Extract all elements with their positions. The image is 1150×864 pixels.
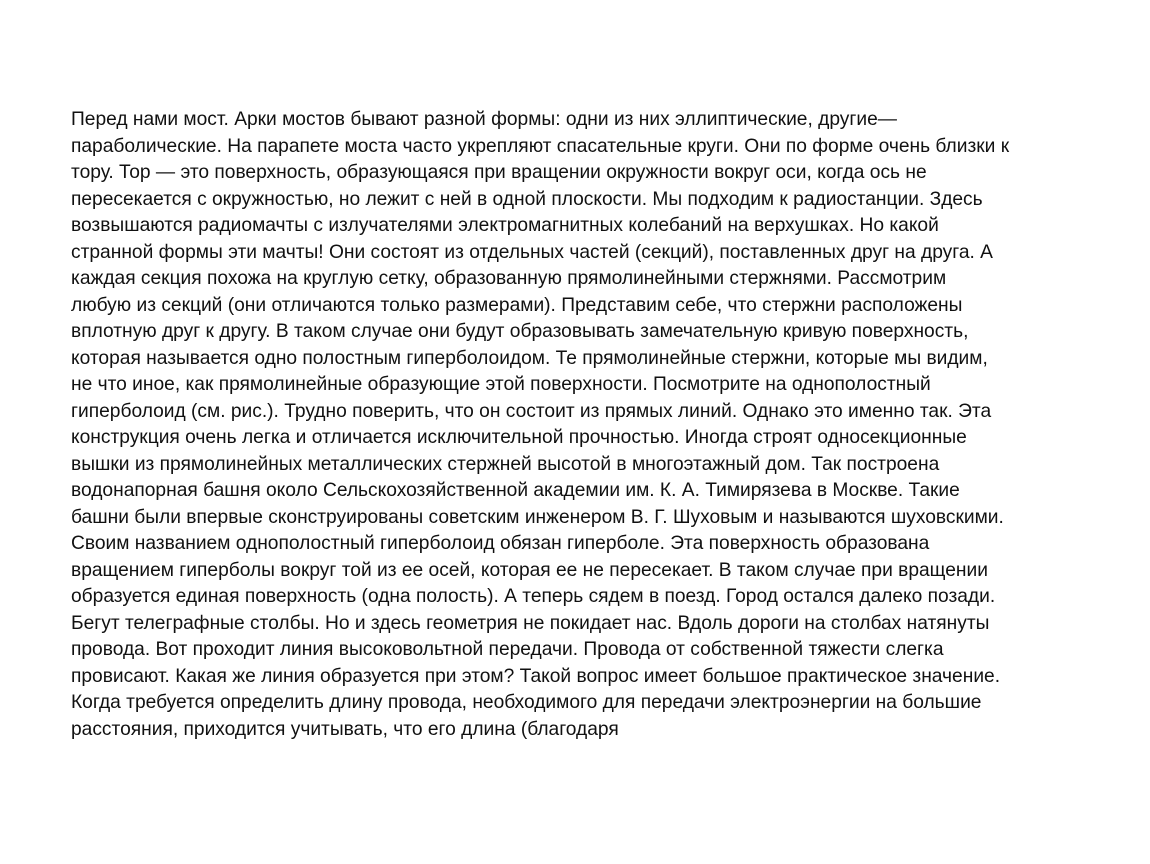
- text-line: вращением гиперболы вокруг той из ее осей, которая ее не пересекает. В таком случае при вращении: [71, 559, 988, 581]
- text-line: образуется единая поверхность (одна полость). А теперь сядем в поезд. Город остался далеко позади.: [71, 586, 996, 607]
- text-line: Перед нами мост. Арки мостов бывают разной формы: одни из них эллиптические, другие—: [71, 109, 897, 130]
- text-line: гиперболоид (см. рис.). Трудно поверить, что он состоит из прямых линий. Однако это именно так. Эта: [71, 400, 992, 422]
- text-line: Бегут телеграфные столбы. Но и здесь геометрия не покидает нас. Вдоль дороги на столбах натянуты: [71, 612, 990, 634]
- text-line: вышки из прямолинейных металлических стержней высотой в многоэтажный дом. Так построена: [71, 453, 940, 475]
- text-line: тору. Тор — это поверхность, образующаяся при вращении окружности вокруг оси, когда ось не: [71, 162, 927, 183]
- text-line: пересекается с окружностью, но лежит с ней в одной плоскости. Мы подходим к радиостанции. Здесь: [71, 188, 983, 210]
- text-line: башни были впервые сконструированы советским инженером В. Г. Шуховым и называются шуховскими.: [71, 506, 1004, 528]
- text-line: которая называется одно полостным гиперболоидом. Те прямолинейные стержни, которые мы видим,: [71, 347, 988, 369]
- text-line: возвышаются радиомачты с излучателями электромагнитных колебаний на верхушках. Но какой: [71, 215, 939, 236]
- text-line: каждая секция похожа на круглую сетку, образованную прямолинейными стержнями. Рассмотрим: [71, 268, 947, 289]
- text-line: вплотную друг к другу. В таком случае они будут образовывать замечательную кривую поверхность,: [71, 321, 969, 342]
- text-line: параболические. На парапете моста часто укрепляют спасательные круги. Они по форме очень близки к: [71, 135, 1010, 157]
- text-line: Когда требуется определить длину провода, необходимого для передачи электроэнергии на большие: [71, 692, 982, 713]
- text-line: любую из секций (они отличаются только размерами). Представим себе, что стержни расположены: [71, 294, 963, 316]
- text-line: странной формы эти мачты! Они состоят из отдельных частей (секций), поставленных друг на друга. А: [71, 241, 993, 263]
- text-line: расстояния, приходится учитывать, что его длина (благодаря: [71, 718, 619, 740]
- text-line: конструкция очень легка и отличается исключительной прочностью. Иногда строят односекционные: [71, 427, 967, 448]
- text-line: провода. Вот проходит линия высоковольтной передачи. Провода от собственной тяжести слегка: [71, 639, 944, 660]
- body-text: [71, 107, 1081, 743]
- text-line: Своим названием однополостный гиперболоид обязан гиперболе. Эта поверхность образована: [71, 533, 930, 554]
- text-line: провисают. Какая же линия образуется при этом? Такой вопрос имеет большое практическое значение.: [71, 665, 1001, 687]
- text-line: водонапорная башня около Сельскохозяйственной академии им. К. А. Тимирязева в Москве. Такие: [71, 480, 960, 501]
- text-line: не что иное, как прямолинейные образующие этой поверхности. Посмотрите на однополостный: [71, 374, 931, 395]
